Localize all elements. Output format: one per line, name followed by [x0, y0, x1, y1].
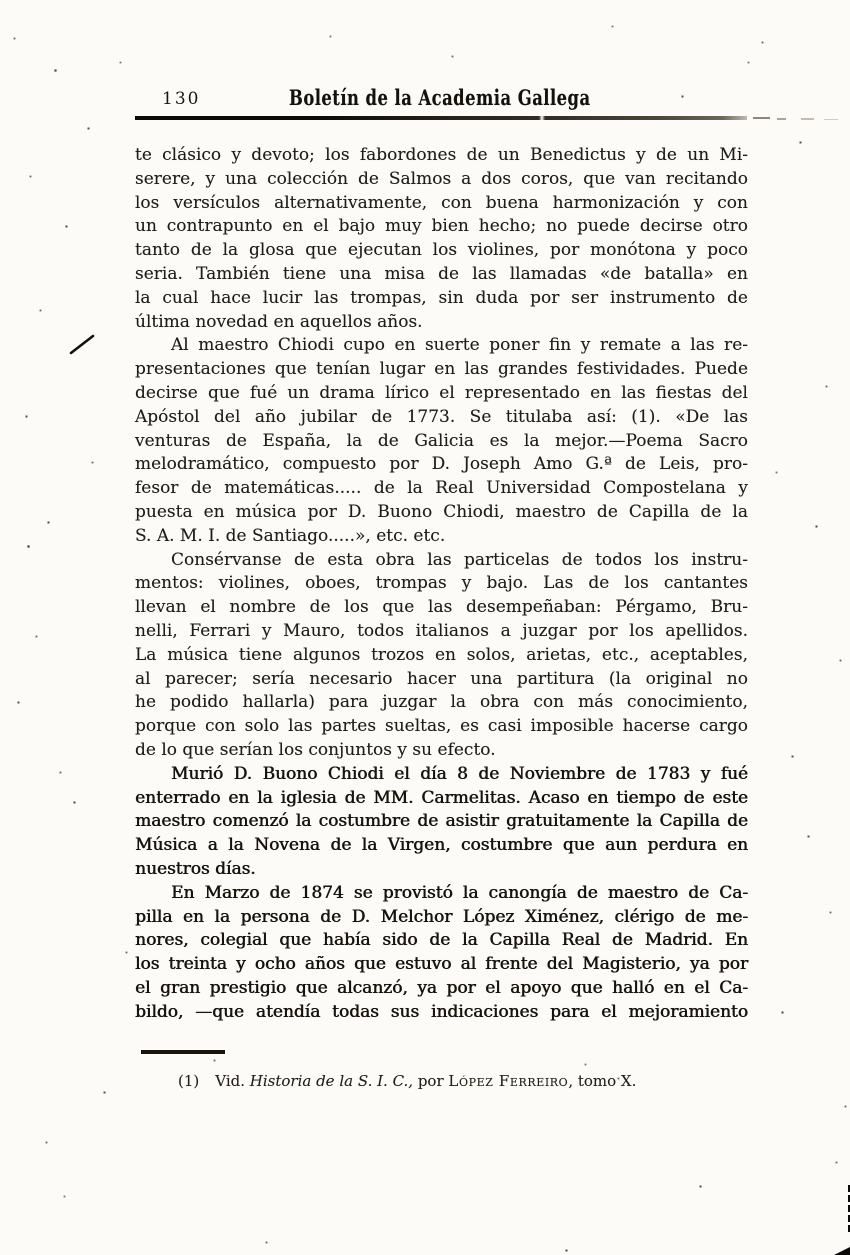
text-line: serere, y una colección de Salmos a dos coros, que van recitando [135, 168, 748, 189]
text-line: nuestros días. [135, 858, 256, 879]
page-number: 130 [162, 89, 201, 109]
text-line: pilla en la persona de D. Melchor López Ximénez, clérigo de me- [135, 906, 748, 927]
header-rule-dash [824, 119, 838, 120]
header-rule-dash [753, 117, 770, 119]
text-line: mentos: violines, oboes, trompas y bajo. Las de los cantantes [135, 573, 748, 594]
text-line: Apóstol del año jubilar de 1773. Se titulaba así: (1). «De las [135, 406, 748, 427]
text-line: melodramático, compuesto por D. Joseph Amo G.ª de Leis, pro- [135, 454, 748, 475]
text-line: S. A. M. I. de Santiago.....», etc. etc. [135, 525, 446, 546]
text-line: presentaciones que tenían lugar en las grandes festividades. Puede [135, 359, 748, 380]
text-line: En Marzo de 1874 se provistó la canongía de maestro de Ca- [171, 882, 748, 903]
header-rule [135, 116, 747, 120]
scan-noise-dots [0, 0, 1, 1]
text-line: bildo, —que atendía todas sus indicaciones para el mejoramiento [135, 1001, 748, 1022]
footnote-separator [141, 1050, 225, 1054]
text-line: llevan el nombre de los que las desempeñaban: Pérgamo, Bru- [135, 597, 748, 618]
text-line: La música tiene algunos trozos en solos, arietas, etc., aceptables, [135, 644, 748, 665]
text-line: al parecer; sería necesario hacer una partitura (la original no [135, 668, 748, 689]
text-line: enterrado en la iglesia de MM. Carmelitas. Acaso en tiempo de este [135, 787, 748, 808]
footnote-rest: , tomo X. [568, 1072, 637, 1090]
text-line: Música a la Novena de la Virgen, costumbre que aun perdura en [135, 835, 748, 856]
page-body [135, 144, 748, 1024]
text-line: nores, colegial que había sido de la Capilla Real de Madrid. En [135, 930, 748, 951]
text-line: última novedad en aquellos años. [135, 311, 423, 332]
footnote-por: por [413, 1072, 449, 1090]
footnote-work-title: Historia de la S. I. C., [249, 1072, 414, 1090]
text-line: fesor de matemáticas..... de la Real Universidad Compostelana y [135, 478, 748, 499]
text-line: maestro comenzó la costumbre de asistir gratuitamente la Capilla de [135, 811, 748, 832]
text-line: de lo que serían los conjuntos y su efecto. [135, 739, 496, 760]
text-line: Consérvanse de esta obra las particelas de todos los instru- [171, 549, 748, 570]
footnote-author: López Ferreiro [448, 1072, 569, 1090]
text-line: venturas de España, la de Galicia es la mejor.—Poema Sacro [135, 430, 748, 451]
text-line: te clásico y devoto; los fabordones de un Benedictus y de un Mi- [135, 145, 748, 165]
text-line: Al maestro Chiodi cupo en suerte poner fin y remate a las re- [171, 335, 748, 356]
header-rule-dash [801, 118, 814, 120]
text-line: un contrapunto en el bajo muy bien hecho; no puede decirse otro [135, 216, 748, 237]
text-line: los versículos alternativamente, con buena harmonización y con [135, 192, 748, 213]
text-line: la cual hace lucir las trompas, sin duda por ser instrumento de [135, 287, 748, 308]
text-line: el gran prestigio que alcanzó, ya por el apoyo que halló en el Ca- [135, 977, 748, 998]
corner-scan-wedge [834, 1247, 850, 1255]
footnote-vid: Vid. [215, 1072, 250, 1090]
header-rule-dash [777, 118, 786, 120]
text-line: seria. También tiene una misa de las llamadas «de batalla» en [135, 263, 748, 284]
footnote-marker: (1) [178, 1072, 200, 1090]
text-line: porque con solo las partes sueltas, es casi imposible hacerse cargo [135, 716, 748, 737]
text-line: los treinta y ocho años que estuvo al frente del Magisterio, ya por [135, 954, 748, 975]
text-line: puesta en música por D. Buono Chiodi, maestro de Capilla de la [135, 501, 748, 522]
text-line: decirse que fué un drama lírico el representado en las fiestas del [135, 382, 748, 403]
text-line: tanto de la glosa que ejecutan los violines, por monótona y poco [135, 240, 748, 261]
text-line: nelli, Ferrari y Mauro, todos italianos a juzgar por los apellidos. [135, 620, 748, 641]
journal-title: Boletín de la Academia Gallega [289, 85, 591, 110]
text-line: Murió D. Buono Chiodi el día 8 de Noviembre de 1783 y fué [171, 763, 748, 784]
text-line: he podido hallarla) para juzgar la obra con más conocimiento, [135, 692, 748, 713]
footnote-text [178, 1072, 738, 1090]
